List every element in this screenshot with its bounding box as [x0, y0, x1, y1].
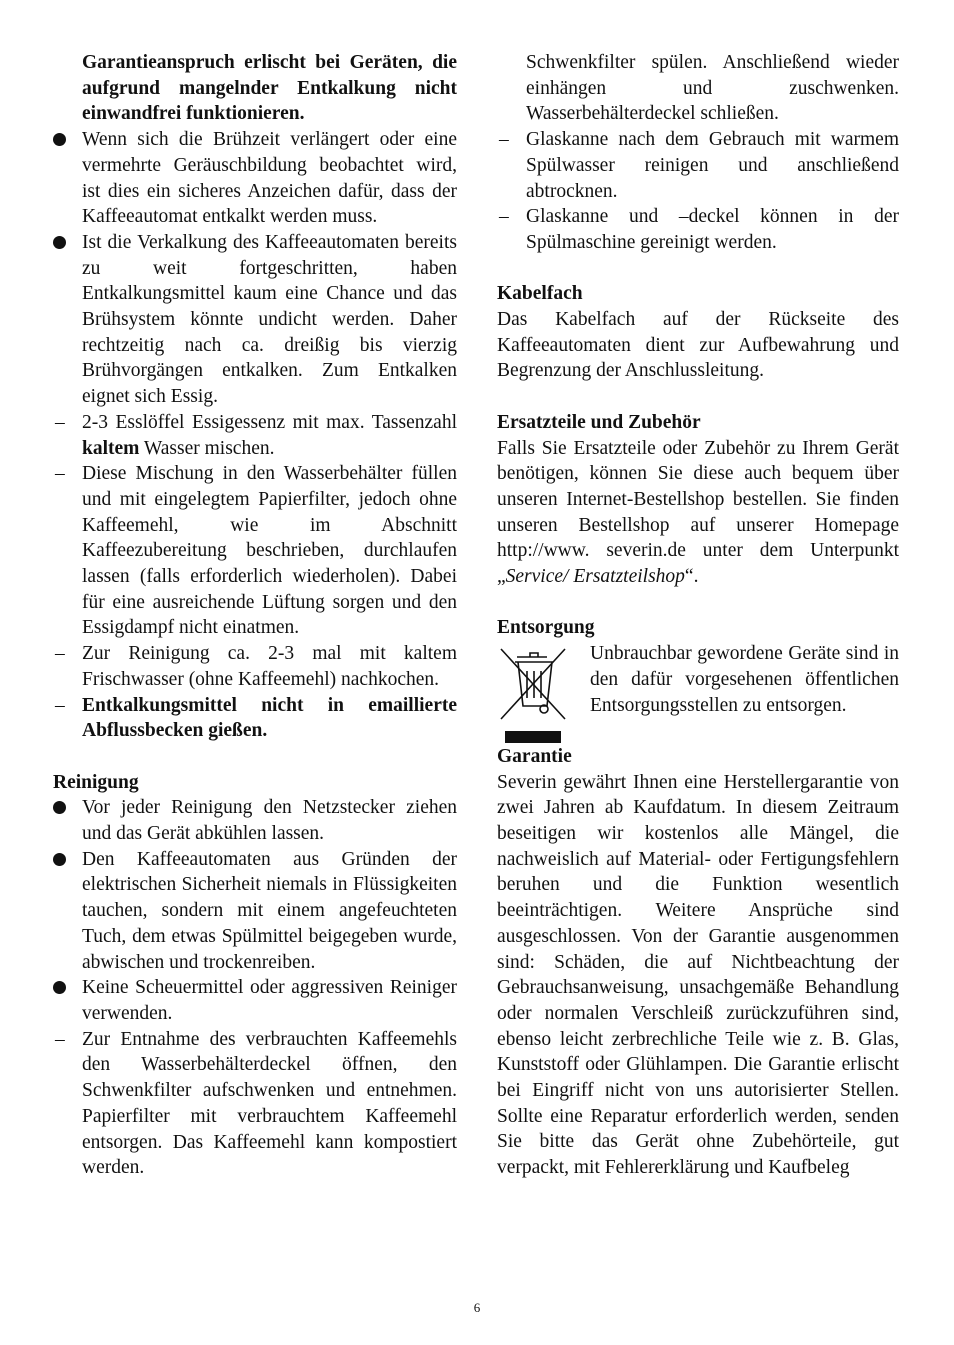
- section-heading-ersatzteile: Ersatzteile und Zubehör: [497, 411, 701, 433]
- crossed-out-wheelie-bin-icon: [497, 643, 569, 743]
- bullet-icon: [53, 127, 82, 154]
- list-item: Keine Scheuermittel oder aggressiven Reiniger verwenden.: [53, 975, 457, 1026]
- list-item: – 2-3 Esslöffel Essigessenz mit max. Tassenzahl kaltem Wasser mischen.: [55, 411, 457, 459]
- list-item: – Glaskanne nach dem Gebrauch mit warmem Spülwasser reinigen und anschließend abtrocknen.: [499, 129, 899, 202]
- list-item: – Zur Entnahme des verbrauchten Kaffeemehls den Wasserbehälterdeckel öffnen, den Schwenkfilter aufschwenken und entnehmen. Papierfilter mit verbrauchtem Kaffeemehl entsorgen. Das Kaffeemehl kann kompostiert werden.: [55, 1028, 457, 1179]
- entsorgung-text: Unbrauchbar gewordene Geräte sind in den dafür vorgesehenen öffentlichen Entsorgungsstellen zu entsorgen.: [590, 643, 899, 716]
- list-item: – Entkalkungsmittel nicht in emaillierte Abflussbecken gießen.: [55, 694, 457, 742]
- section-heading-entsorgung: Entsorgung: [497, 617, 595, 639]
- bullet-icon: [53, 230, 82, 257]
- dash-marker: –: [499, 206, 509, 228]
- section-heading-reinigung: Reinigung: [53, 771, 139, 793]
- ersatzteile-text: Falls Sie Ersatzteile oder Zubehör zu Ihrem Gerät benötigen, können Sie diese auch bequem über unseren Internet-Bestellshop bestellen. Sie finden unseren Bestellshop auf unserer Homepage http://www. severin.de unter dem Unterpunkt „Service/ Ersatzteilshop“.: [497, 437, 899, 588]
- list-item: – Zur Reinigung ca. 2-3 mal mit kaltem Frischwasser (ohne Kaffeemehl) nachkochen.: [55, 643, 457, 690]
- dash-marker: –: [55, 463, 65, 485]
- right-column: [497, 50, 899, 1181]
- section-heading-kabelfach: Kabelfach: [497, 283, 583, 305]
- dash-marker: –: [55, 411, 65, 433]
- kabelfach-text: Das Kabelfach auf der Rückseite des Kaffeeautomaten dient zur Aufbewahrung und Begrenzung der Anschlussleitung.: [497, 309, 899, 382]
- dash-marker: –: [55, 643, 65, 665]
- list-item: – Diese Mischung in den Wasserbehälter füllen und mit eingelegtem Papierfilter, jedoch ohne Kaffeemehl, wie im Abschnitt Kaffeezubereitung beschrieben, durchlaufen lassen (falls erforderlich wiederholen). Dabei für eine ausreichende Lüftung sorgen und den Essigdampf nicht einatmen.: [55, 463, 457, 639]
- continued-text: Schwenkfilter spülen. Anschließend wieder einhängen und zuschwenken. Wasserbehälterdeckel schließen.: [526, 52, 899, 125]
- bullet-icon: [53, 847, 82, 874]
- garantie-text: Severin gewährt Ihnen eine Herstellergarantie von zwei Jahren ab Kaufdatum. In diesem Zeitraum beseitigen wir kostenlos alle Mängel, die nachweislich auf Material- oder Fertigungsfehlern beruhen und die Funktion wesentlich beeinträchtigen. Weitere Ansprüche sind ausgeschlossen. Von der Garantie ausgenommen sind: Schäden, die auf Nichtbeachtung der Gebrauchsanweisung, unsachgemäße Behandlung oder normalen Verschleiß zurückzuführen sind, ebenso leicht zerbrechliche Teile wie z. B. Glas, Kunststoff oder Glühlampen. Die Garantie erlischt bei Eingriff nicht von uns autorisierter Stellen. Sollte eine Reparatur erforderlich werden, senden Sie bitte das Gerät ohne Zubehörteile, gut verpackt, mit Fehlererklärung und Kaufbeleg: [497, 771, 899, 1179]
- decalcify-warning: Garantieanspruch erlischt bei Geräten, die aufgrund mangelnder Entkalkung nicht einwandfrei funktionieren.: [82, 52, 457, 125]
- list-item: Ist die Verkalkung des Kaffeeautomaten bereits zu weit fortgeschritten, haben Entkalkungsmittel kaum eine Chance und das Brühsystem könnte undicht werden. Daher rechtzeitig nach ca. dreißig bis vierzig Brühvorgängen entkalken. Zum Entkalken eignet sich Essig.: [53, 230, 457, 410]
- list-item: – Glaskanne und –deckel können in der Spülmaschine gereinigt werden.: [499, 206, 899, 253]
- dash-marker: –: [55, 694, 65, 716]
- left-column: [53, 50, 457, 1181]
- dash-marker: –: [55, 1028, 65, 1050]
- list-item: Vor jeder Reinigung den Netzstecker ziehen und das Gerät abkühlen lassen.: [53, 795, 457, 846]
- bullet-icon: [53, 795, 82, 822]
- list-item: Den Kaffeeautomaten aus Gründen der elektrischen Sicherheit niemals in Flüssigkeiten tauchen, sondern mit einem angefeuchteten Tuch, dem etwas Spülmittel beigegeben wurde, abwischen und trockenreiben.: [53, 847, 457, 976]
- list-item: Wenn sich die Brühzeit verlängert oder eine vermehrte Geräuschbildung beobachtet wird, ist dies ein sicheres Anzeichen dafür, dass der Kaffeeautomat entkalkt werden muss.: [53, 127, 457, 230]
- entsorgung-block: [497, 641, 899, 718]
- dash-marker: –: [499, 129, 509, 151]
- bullet-icon: [53, 975, 82, 1002]
- page-number: 6: [473, 1300, 481, 1315]
- section-heading-garantie: Garantie: [497, 745, 572, 767]
